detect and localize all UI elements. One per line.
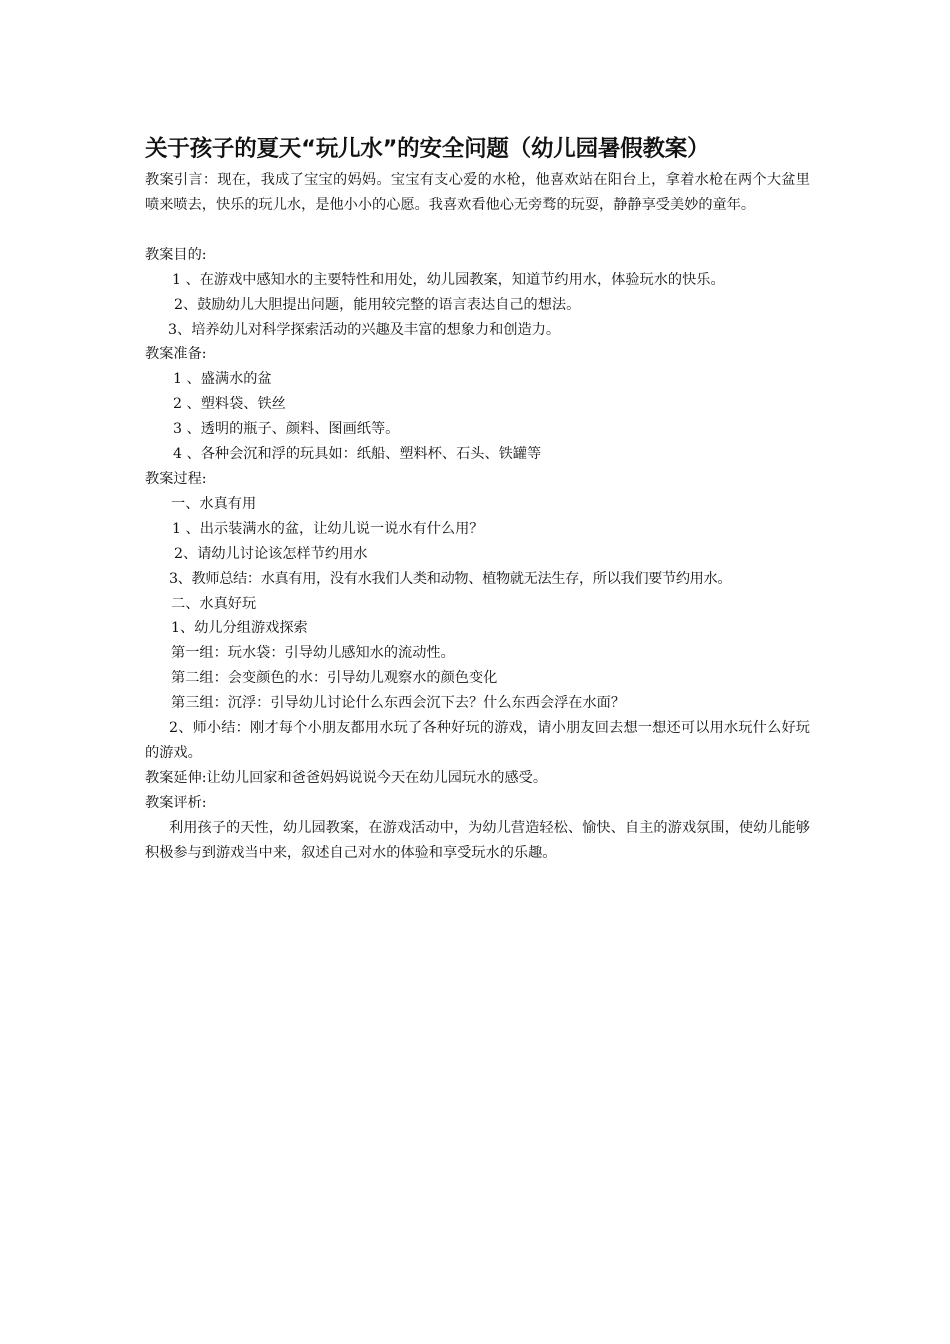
process-heading: 教案过程: bbox=[145, 470, 207, 487]
process-item: 1、幼儿分组游戏探索 bbox=[171, 620, 308, 637]
prep-heading: 教案准备: bbox=[145, 346, 207, 363]
prep-item: 3 、透明的瓶子、颜料、图画纸等。 bbox=[173, 421, 400, 438]
goal-item: 3、培养幼儿对科学探索活动的兴趣及丰富的想象力和创造力。 bbox=[168, 321, 561, 338]
review-paragraph: 利用孩子的天性，幼儿园教案，在游戏活动中，为幼儿营造轻松、愉快、自主的游戏氛围，使幼儿能够积极参与到游戏当中来，叙述自己对水的体验和享受玩水的乐趣。 bbox=[145, 819, 810, 861]
prep-item: 4 、各种会沉和浮的玩具如：纸船、塑料杯、石头、铁罐等 bbox=[173, 446, 542, 463]
process-item: 3、教师总结：水真有用，没有水我们人类和动物、植物就无法生存，所以我们要节约用水。 bbox=[169, 570, 732, 587]
prep-item: 1 、盛满水的盆 bbox=[173, 371, 272, 388]
teacher-summary: 2、师小结：刚才每个小朋友都用水玩了各种好玩的游戏，请小朋友回去想一想还可以用水玩什么好玩的游戏。 bbox=[145, 720, 810, 761]
extension-line: 教案延伸:让幼儿回家和爸爸妈妈说说今天在幼儿园玩水的感受。 bbox=[145, 769, 548, 786]
document-page bbox=[145, 130, 810, 865]
process-item: 1 、出示装满水的盆，让幼儿说一说水有什么用？ bbox=[172, 520, 484, 537]
blank-line bbox=[145, 218, 810, 243]
process-item: 第二组：会变颜色的水：引导幼儿观察水的颜色变化 bbox=[171, 670, 498, 687]
goals-heading: 教案目的: bbox=[145, 246, 207, 263]
process-item: 第一组：玩水袋：引导幼儿感知水的流动性。 bbox=[171, 645, 455, 662]
prep-item: 2 、塑料袋、铁丝 bbox=[173, 396, 286, 413]
goal-item: 2、鼓励幼儿大胆提出问题，能用较完整的语言表达自己的想法。 bbox=[174, 296, 581, 313]
section-title: 二、水真好玩 bbox=[171, 595, 257, 612]
document-title: 关于孩子的夏天“玩儿水”的安全问题（幼儿园暑假教案） bbox=[145, 136, 710, 162]
process-item: 第三组：沉浮：引导幼儿讨论什么东西会沉下去？什么东西会浮在水面？ bbox=[171, 695, 626, 712]
section-title: 一、水真有用 bbox=[171, 495, 257, 512]
review-heading: 教案评析: bbox=[145, 794, 207, 811]
process-item: 2、请幼儿讨论该怎样节约用水 bbox=[174, 545, 368, 562]
intro-paragraph: 教案引言：现在，我成了宝宝的妈妈。宝宝有支心爱的水枪，他喜欢站在阳台上，拿着水枪在两个大盆里喷来喷去，快乐的玩儿水，是他小小的心愿。我喜欢看他心无旁骛的玩耍，静静享受美妙的童年。 bbox=[145, 172, 810, 213]
goal-item: 1 、在游戏中感知水的主要特性和用处，幼儿园教案，知道节约用水，体验玩水的快乐。 bbox=[172, 271, 725, 288]
